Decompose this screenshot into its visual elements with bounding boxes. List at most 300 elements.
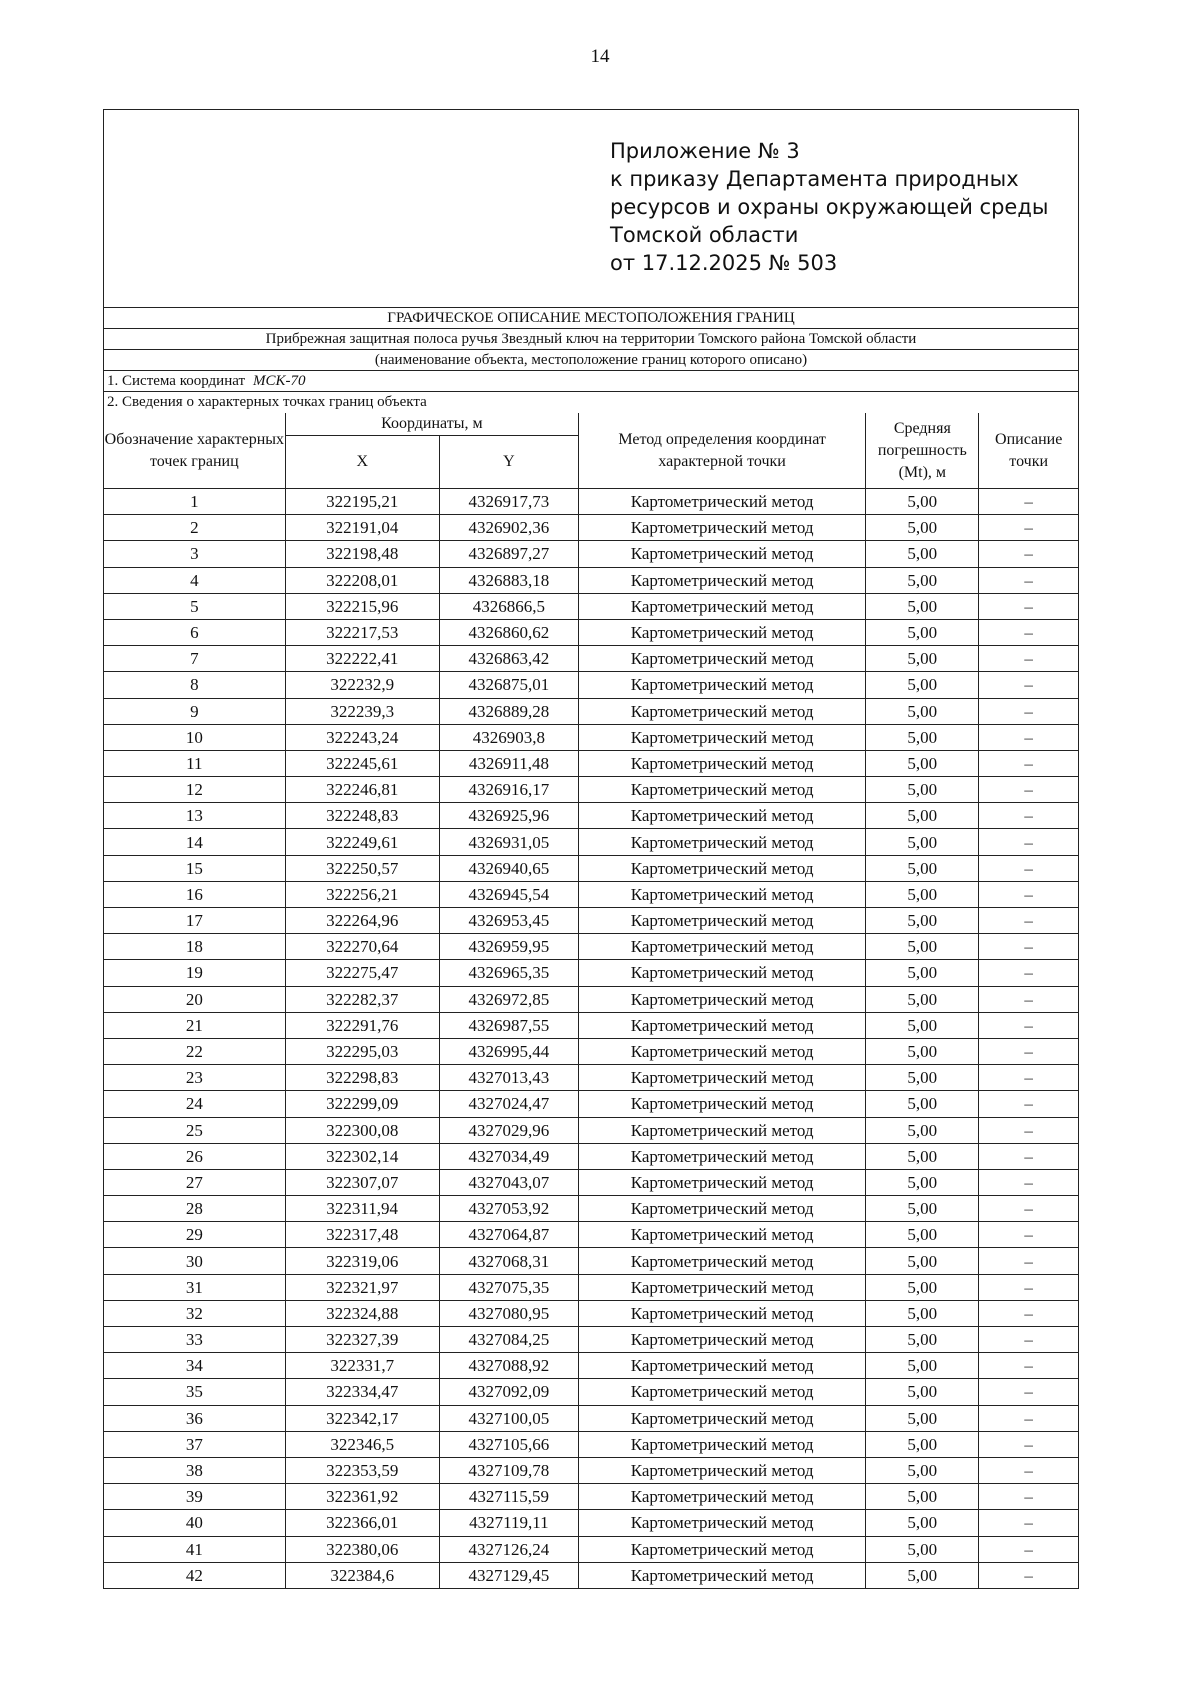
table-row [104, 1327, 1078, 1353]
point-number-cell: 17 [104, 908, 285, 934]
point-description-cell: – [979, 1274, 1078, 1300]
table-row [104, 646, 1078, 672]
coord-x-cell: 322198,48 [285, 541, 439, 567]
coord-x-cell: 322366,01 [285, 1510, 439, 1536]
table-row [104, 750, 1078, 776]
table-row [104, 1457, 1078, 1483]
coord-system-label: 1. Система координат [107, 373, 246, 389]
point-description-cell: – [979, 593, 1078, 619]
method-cell: Картометрический метод [578, 1353, 865, 1379]
point-number-cell: 25 [104, 1117, 285, 1143]
method-cell: Картометрический метод [578, 1300, 865, 1326]
mean-error-cell: 5,00 [866, 1457, 979, 1483]
appendix-line: Томской области [610, 223, 799, 247]
point-description-cell: – [979, 908, 1078, 934]
point-number-cell: 18 [104, 934, 285, 960]
point-description-cell: – [979, 960, 1078, 986]
coord-y-cell: 4326866,5 [439, 593, 578, 619]
coord-y-cell: 4327092,09 [439, 1379, 578, 1405]
coord-x-cell: 322295,03 [285, 1038, 439, 1064]
point-description-cell: – [979, 1405, 1078, 1431]
table-row [104, 986, 1078, 1012]
method-cell: Картометрический метод [578, 908, 865, 934]
point-number-cell: 19 [104, 960, 285, 986]
point-number-cell: 40 [104, 1510, 285, 1536]
coord-y-cell: 4327126,24 [439, 1536, 578, 1562]
coord-y-cell: 4327075,35 [439, 1274, 578, 1300]
table-row [104, 1431, 1078, 1457]
table-row [104, 1484, 1078, 1510]
coord-x-cell: 322232,9 [285, 672, 439, 698]
coord-x-cell: 322302,14 [285, 1143, 439, 1169]
mean-error-cell: 5,00 [866, 986, 979, 1012]
point-number-cell: 12 [104, 777, 285, 803]
method-cell: Картометрический метод [578, 986, 865, 1012]
coord-y-cell: 4327064,87 [439, 1222, 578, 1248]
method-cell: Картометрический метод [578, 1536, 865, 1562]
table-row [104, 1222, 1078, 1248]
coord-y-cell: 4327088,92 [439, 1353, 578, 1379]
point-description-cell: – [979, 1038, 1078, 1064]
point-description-cell: – [979, 672, 1078, 698]
point-description-cell: – [979, 619, 1078, 645]
points-table-body [104, 489, 1078, 1588]
coord-y-cell: 4326889,28 [439, 698, 578, 724]
method-cell: Картометрический метод [578, 672, 865, 698]
mean-error-cell: 5,00 [866, 1536, 979, 1562]
method-cell: Картометрический метод [578, 855, 865, 881]
point-number-cell: 16 [104, 881, 285, 907]
header-desc: Описание точки [979, 413, 1078, 489]
point-description-cell: – [979, 1169, 1078, 1195]
table-row [104, 1379, 1078, 1405]
coord-y-cell: 4326972,85 [439, 986, 578, 1012]
point-description-cell: – [979, 1012, 1078, 1038]
point-description-cell: – [979, 1222, 1078, 1248]
point-number-cell: 22 [104, 1038, 285, 1064]
method-cell: Картометрический метод [578, 1379, 865, 1405]
coord-y-cell: 4326940,65 [439, 855, 578, 881]
point-description-cell: – [979, 1196, 1078, 1222]
point-number-cell: 38 [104, 1457, 285, 1483]
coord-x-cell: 322191,04 [285, 515, 439, 541]
coord-x-cell: 322299,09 [285, 1091, 439, 1117]
mean-error-cell: 5,00 [866, 1038, 979, 1064]
mean-error-cell: 5,00 [866, 1405, 979, 1431]
header-coords: Координаты, м [285, 413, 578, 436]
coord-y-cell: 4326902,36 [439, 515, 578, 541]
coord-x-cell: 322195,21 [285, 489, 439, 515]
point-number-cell: 4 [104, 567, 285, 593]
method-cell: Картометрический метод [578, 829, 865, 855]
coord-x-cell: 322361,92 [285, 1484, 439, 1510]
mean-error-cell: 5,00 [866, 1065, 979, 1091]
mean-error-cell: 5,00 [866, 1222, 979, 1248]
method-cell: Картометрический метод [578, 1431, 865, 1457]
mean-error-cell: 5,00 [866, 515, 979, 541]
method-cell: Картометрический метод [578, 619, 865, 645]
coord-y-cell: 4327068,31 [439, 1248, 578, 1274]
mean-error-cell: 5,00 [866, 777, 979, 803]
point-description-cell: – [979, 1431, 1078, 1457]
point-description-cell: – [979, 646, 1078, 672]
mean-error-cell: 5,00 [866, 489, 979, 515]
coord-y-cell: 4327053,92 [439, 1196, 578, 1222]
coord-x-cell: 322243,24 [285, 724, 439, 750]
coord-y-cell: 4327034,49 [439, 1143, 578, 1169]
table-row [104, 489, 1078, 515]
table-row [104, 1353, 1078, 1379]
table-row [104, 1562, 1078, 1588]
point-number-cell: 33 [104, 1327, 285, 1353]
table-row [104, 1248, 1078, 1274]
method-cell: Картометрический метод [578, 1012, 865, 1038]
point-number-cell: 35 [104, 1379, 285, 1405]
point-number-cell: 27 [104, 1169, 285, 1195]
method-cell: Картометрический метод [578, 777, 865, 803]
coord-y-cell: 4327043,07 [439, 1169, 578, 1195]
coord-x-cell: 322264,96 [285, 908, 439, 934]
method-cell: Картометрический метод [578, 724, 865, 750]
coord-x-cell: 322208,01 [285, 567, 439, 593]
point-number-cell: 11 [104, 750, 285, 776]
coord-x-cell: 322317,48 [285, 1222, 439, 1248]
coord-x-cell: 322250,57 [285, 855, 439, 881]
table-row [104, 855, 1078, 881]
method-cell: Картометрический метод [578, 1510, 865, 1536]
coord-y-cell: 4327080,95 [439, 1300, 578, 1326]
mean-error-cell: 5,00 [866, 646, 979, 672]
table-row [104, 1169, 1078, 1195]
mean-error-cell: 5,00 [866, 1510, 979, 1536]
point-description-cell: – [979, 724, 1078, 750]
method-cell: Картометрический метод [578, 1038, 865, 1064]
method-cell: Картометрический метод [578, 1562, 865, 1588]
mean-error-cell: 5,00 [866, 908, 979, 934]
coord-x-cell: 322327,39 [285, 1327, 439, 1353]
coord-x-cell: 322270,64 [285, 934, 439, 960]
coord-x-cell: 322346,5 [285, 1431, 439, 1457]
method-cell: Картометрический метод [578, 750, 865, 776]
coord-x-cell: 322217,53 [285, 619, 439, 645]
point-description-cell: – [979, 1091, 1078, 1117]
method-cell: Картометрический метод [578, 934, 865, 960]
coord-x-cell: 322291,76 [285, 1012, 439, 1038]
page-number: 14 [590, 46, 610, 67]
point-number-cell: 32 [104, 1300, 285, 1326]
table-row [104, 1117, 1078, 1143]
coord-system-value: МСК-70 [253, 373, 306, 389]
mean-error-cell: 5,00 [866, 1484, 979, 1510]
point-description-cell: – [979, 1143, 1078, 1169]
mean-error-cell: 5,00 [866, 960, 979, 986]
coord-x-cell: 322319,06 [285, 1248, 439, 1274]
point-description-cell: – [979, 1510, 1078, 1536]
method-cell: Картометрический метод [578, 1222, 865, 1248]
point-number-cell: 31 [104, 1274, 285, 1300]
table-row [104, 1143, 1078, 1169]
coord-y-cell: 4327115,59 [439, 1484, 578, 1510]
method-cell: Картометрический метод [578, 1327, 865, 1353]
point-number-cell: 8 [104, 672, 285, 698]
coord-x-cell: 322321,97 [285, 1274, 439, 1300]
point-description-cell: – [979, 515, 1078, 541]
table-row [104, 567, 1078, 593]
coord-x-cell: 322324,88 [285, 1300, 439, 1326]
coord-y-cell: 4326925,96 [439, 803, 578, 829]
point-number-cell: 1 [104, 489, 285, 515]
appendix-line: ресурсов и охраны окружающей среды [610, 195, 1049, 219]
coord-x-cell: 322215,96 [285, 593, 439, 619]
coord-x-cell: 322222,41 [285, 646, 439, 672]
method-cell: Картометрический метод [578, 1117, 865, 1143]
coord-y-cell: 4326965,35 [439, 960, 578, 986]
table-row [104, 777, 1078, 803]
coord-x-cell: 322380,06 [285, 1536, 439, 1562]
table-row [104, 1012, 1078, 1038]
point-description-cell: – [979, 750, 1078, 776]
method-cell: Картометрический метод [578, 489, 865, 515]
method-cell: Картометрический метод [578, 960, 865, 986]
method-cell: Картометрический метод [578, 1405, 865, 1431]
point-number-cell: 36 [104, 1405, 285, 1431]
appendix-line: Приложение № 3 [610, 139, 800, 163]
coord-y-cell: 4327013,43 [439, 1065, 578, 1091]
coord-y-cell: 4326875,01 [439, 672, 578, 698]
coord-y-cell: 4326945,54 [439, 881, 578, 907]
point-number-cell: 42 [104, 1562, 285, 1588]
coord-x-cell: 322334,47 [285, 1379, 439, 1405]
mean-error-cell: 5,00 [866, 829, 979, 855]
point-description-cell: – [979, 986, 1078, 1012]
table-row [104, 934, 1078, 960]
coord-x-cell: 322282,37 [285, 986, 439, 1012]
coord-x-cell: 322311,94 [285, 1196, 439, 1222]
point-description-cell: – [979, 698, 1078, 724]
coord-y-cell: 4326917,73 [439, 489, 578, 515]
point-number-cell: 21 [104, 1012, 285, 1038]
table-row [104, 881, 1078, 907]
table-row [104, 1510, 1078, 1536]
table-row [104, 619, 1078, 645]
method-cell: Картометрический метод [578, 1274, 865, 1300]
appendix-line: от 17.12.2025 № 503 [610, 251, 838, 275]
point-description-cell: – [979, 1300, 1078, 1326]
table-row [104, 672, 1078, 698]
point-description-cell: – [979, 829, 1078, 855]
header-error: Средняя погрешность (Mt), м [866, 413, 979, 489]
method-cell: Картометрический метод [578, 803, 865, 829]
point-number-cell: 26 [104, 1143, 285, 1169]
coord-y-cell: 4327129,45 [439, 1562, 578, 1588]
point-number-cell: 13 [104, 803, 285, 829]
point-description-cell: – [979, 1353, 1078, 1379]
point-number-cell: 29 [104, 1222, 285, 1248]
point-number-cell: 39 [104, 1484, 285, 1510]
table-row [104, 1091, 1078, 1117]
point-description-cell: – [979, 777, 1078, 803]
point-number-cell: 34 [104, 1353, 285, 1379]
coord-y-cell: 4326903,8 [439, 724, 578, 750]
point-number-cell: 20 [104, 986, 285, 1012]
table-row [104, 829, 1078, 855]
mean-error-cell: 5,00 [866, 1196, 979, 1222]
mean-error-cell: 5,00 [866, 619, 979, 645]
table-row [104, 1300, 1078, 1326]
mean-error-cell: 5,00 [866, 672, 979, 698]
coord-y-cell: 4326953,45 [439, 908, 578, 934]
method-cell: Картометрический метод [578, 1457, 865, 1483]
point-number-cell: 23 [104, 1065, 285, 1091]
table-row [104, 724, 1078, 750]
coord-y-cell: 4326916,17 [439, 777, 578, 803]
coord-y-cell: 4326863,42 [439, 646, 578, 672]
coord-y-cell: 4326883,18 [439, 567, 578, 593]
coord-x-cell: 322353,59 [285, 1457, 439, 1483]
mean-error-cell: 5,00 [866, 541, 979, 567]
method-cell: Картометрический метод [578, 698, 865, 724]
coord-y-cell: 4326860,62 [439, 619, 578, 645]
point-number-cell: 6 [104, 619, 285, 645]
point-description-cell: – [979, 1248, 1078, 1274]
table-row [104, 960, 1078, 986]
table-row [104, 908, 1078, 934]
method-cell: Картометрический метод [578, 1143, 865, 1169]
method-cell: Картометрический метод [578, 881, 865, 907]
mean-error-cell: 5,00 [866, 1091, 979, 1117]
coord-y-cell: 4326897,27 [439, 541, 578, 567]
point-description-cell: – [979, 541, 1078, 567]
mean-error-cell: 5,00 [866, 803, 979, 829]
method-cell: Картометрический метод [578, 1065, 865, 1091]
point-description-cell: – [979, 1117, 1078, 1143]
coord-y-cell: 4327119,11 [439, 1510, 578, 1536]
coord-x-cell: 322249,61 [285, 829, 439, 855]
point-description-cell: – [979, 489, 1078, 515]
mean-error-cell: 5,00 [866, 1143, 979, 1169]
mean-error-cell: 5,00 [866, 1379, 979, 1405]
point-description-cell: – [979, 1457, 1078, 1483]
mean-error-cell: 5,00 [866, 1562, 979, 1588]
coord-x-cell: 322300,08 [285, 1117, 439, 1143]
coord-y-cell: 4327024,47 [439, 1091, 578, 1117]
point-number-cell: 5 [104, 593, 285, 619]
method-cell: Картометрический метод [578, 515, 865, 541]
coord-y-cell: 4326931,05 [439, 829, 578, 855]
coord-x-cell: 322245,61 [285, 750, 439, 776]
point-number-cell: 15 [104, 855, 285, 881]
point-number-cell: 9 [104, 698, 285, 724]
coord-y-cell: 4327100,05 [439, 1405, 578, 1431]
point-description-cell: – [979, 1562, 1078, 1588]
method-cell: Картометрический метод [578, 1169, 865, 1195]
point-description-cell: – [979, 855, 1078, 881]
point-description-cell: – [979, 934, 1078, 960]
method-cell: Картометрический метод [578, 567, 865, 593]
point-description-cell: – [979, 1065, 1078, 1091]
coord-x-cell: 322384,6 [285, 1562, 439, 1588]
table-row [104, 593, 1078, 619]
point-number-cell: 30 [104, 1248, 285, 1274]
header-method: Метод определения координат характерной точки [578, 413, 865, 489]
mean-error-cell: 5,00 [866, 750, 979, 776]
method-cell: Картометрический метод [578, 1484, 865, 1510]
coord-x-cell: 322239,3 [285, 698, 439, 724]
point-number-cell: 7 [104, 646, 285, 672]
point-description-cell: – [979, 1379, 1078, 1405]
coord-system-row [104, 371, 1078, 392]
mean-error-cell: 5,00 [866, 1248, 979, 1274]
coord-x-cell: 322256,21 [285, 881, 439, 907]
table-row [104, 541, 1078, 567]
table-row [104, 1536, 1078, 1562]
mean-error-cell: 5,00 [866, 567, 979, 593]
coord-y-cell: 4327105,66 [439, 1431, 578, 1457]
method-cell: Картометрический метод [578, 1091, 865, 1117]
point-description-cell: – [979, 881, 1078, 907]
object-name: Прибрежная защитная полоса ручья Звездный ключ на территории Томского района Томской области [104, 329, 1078, 350]
table-row [104, 698, 1078, 724]
coord-y-cell: 4327109,78 [439, 1457, 578, 1483]
coord-y-cell: 4326911,48 [439, 750, 578, 776]
point-number-cell: 41 [104, 1536, 285, 1562]
header-x: X [285, 436, 439, 489]
point-number-cell: 28 [104, 1196, 285, 1222]
coord-x-cell: 322246,81 [285, 777, 439, 803]
coord-y-cell: 4326959,95 [439, 934, 578, 960]
method-cell: Картометрический метод [578, 1248, 865, 1274]
point-number-cell: 2 [104, 515, 285, 541]
mean-error-cell: 5,00 [866, 1012, 979, 1038]
coord-x-cell: 322298,83 [285, 1065, 439, 1091]
point-description-cell: – [979, 567, 1078, 593]
mean-error-cell: 5,00 [866, 855, 979, 881]
object-caption: (наименование объекта, местоположение границ которого описано) [104, 350, 1078, 371]
mean-error-cell: 5,00 [866, 724, 979, 750]
method-cell: Картометрический метод [578, 593, 865, 619]
table-row [104, 803, 1078, 829]
mean-error-cell: 5,00 [866, 1169, 979, 1195]
mean-error-cell: 5,00 [866, 1327, 979, 1353]
point-number-cell: 24 [104, 1091, 285, 1117]
method-cell: Картометрический метод [578, 646, 865, 672]
coord-y-cell: 4326995,44 [439, 1038, 578, 1064]
appendix-text [610, 137, 1048, 277]
point-description-cell: – [979, 1484, 1078, 1510]
method-cell: Картометрический метод [578, 541, 865, 567]
mean-error-cell: 5,00 [866, 1300, 979, 1326]
point-number-cell: 14 [104, 829, 285, 855]
table-row [104, 1038, 1078, 1064]
mean-error-cell: 5,00 [866, 1274, 979, 1300]
header-point: Обозначение характерных точек границ [104, 413, 285, 489]
point-number-cell: 3 [104, 541, 285, 567]
mean-error-cell: 5,00 [866, 1353, 979, 1379]
table-row [104, 515, 1078, 541]
document-frame [103, 109, 1079, 1589]
document-title: ГРАФИЧЕСКОЕ ОПИСАНИЕ МЕСТОПОЛОЖЕНИЯ ГРАНИЦ [104, 308, 1078, 329]
coord-x-cell: 322331,7 [285, 1353, 439, 1379]
point-description-cell: – [979, 1327, 1078, 1353]
mean-error-cell: 5,00 [866, 1431, 979, 1457]
table-row [104, 1405, 1078, 1431]
mean-error-cell: 5,00 [866, 1117, 979, 1143]
coord-x-cell: 322275,47 [285, 960, 439, 986]
mean-error-cell: 5,00 [866, 934, 979, 960]
coord-y-cell: 4326987,55 [439, 1012, 578, 1038]
table-row [104, 1196, 1078, 1222]
table-row [104, 1065, 1078, 1091]
